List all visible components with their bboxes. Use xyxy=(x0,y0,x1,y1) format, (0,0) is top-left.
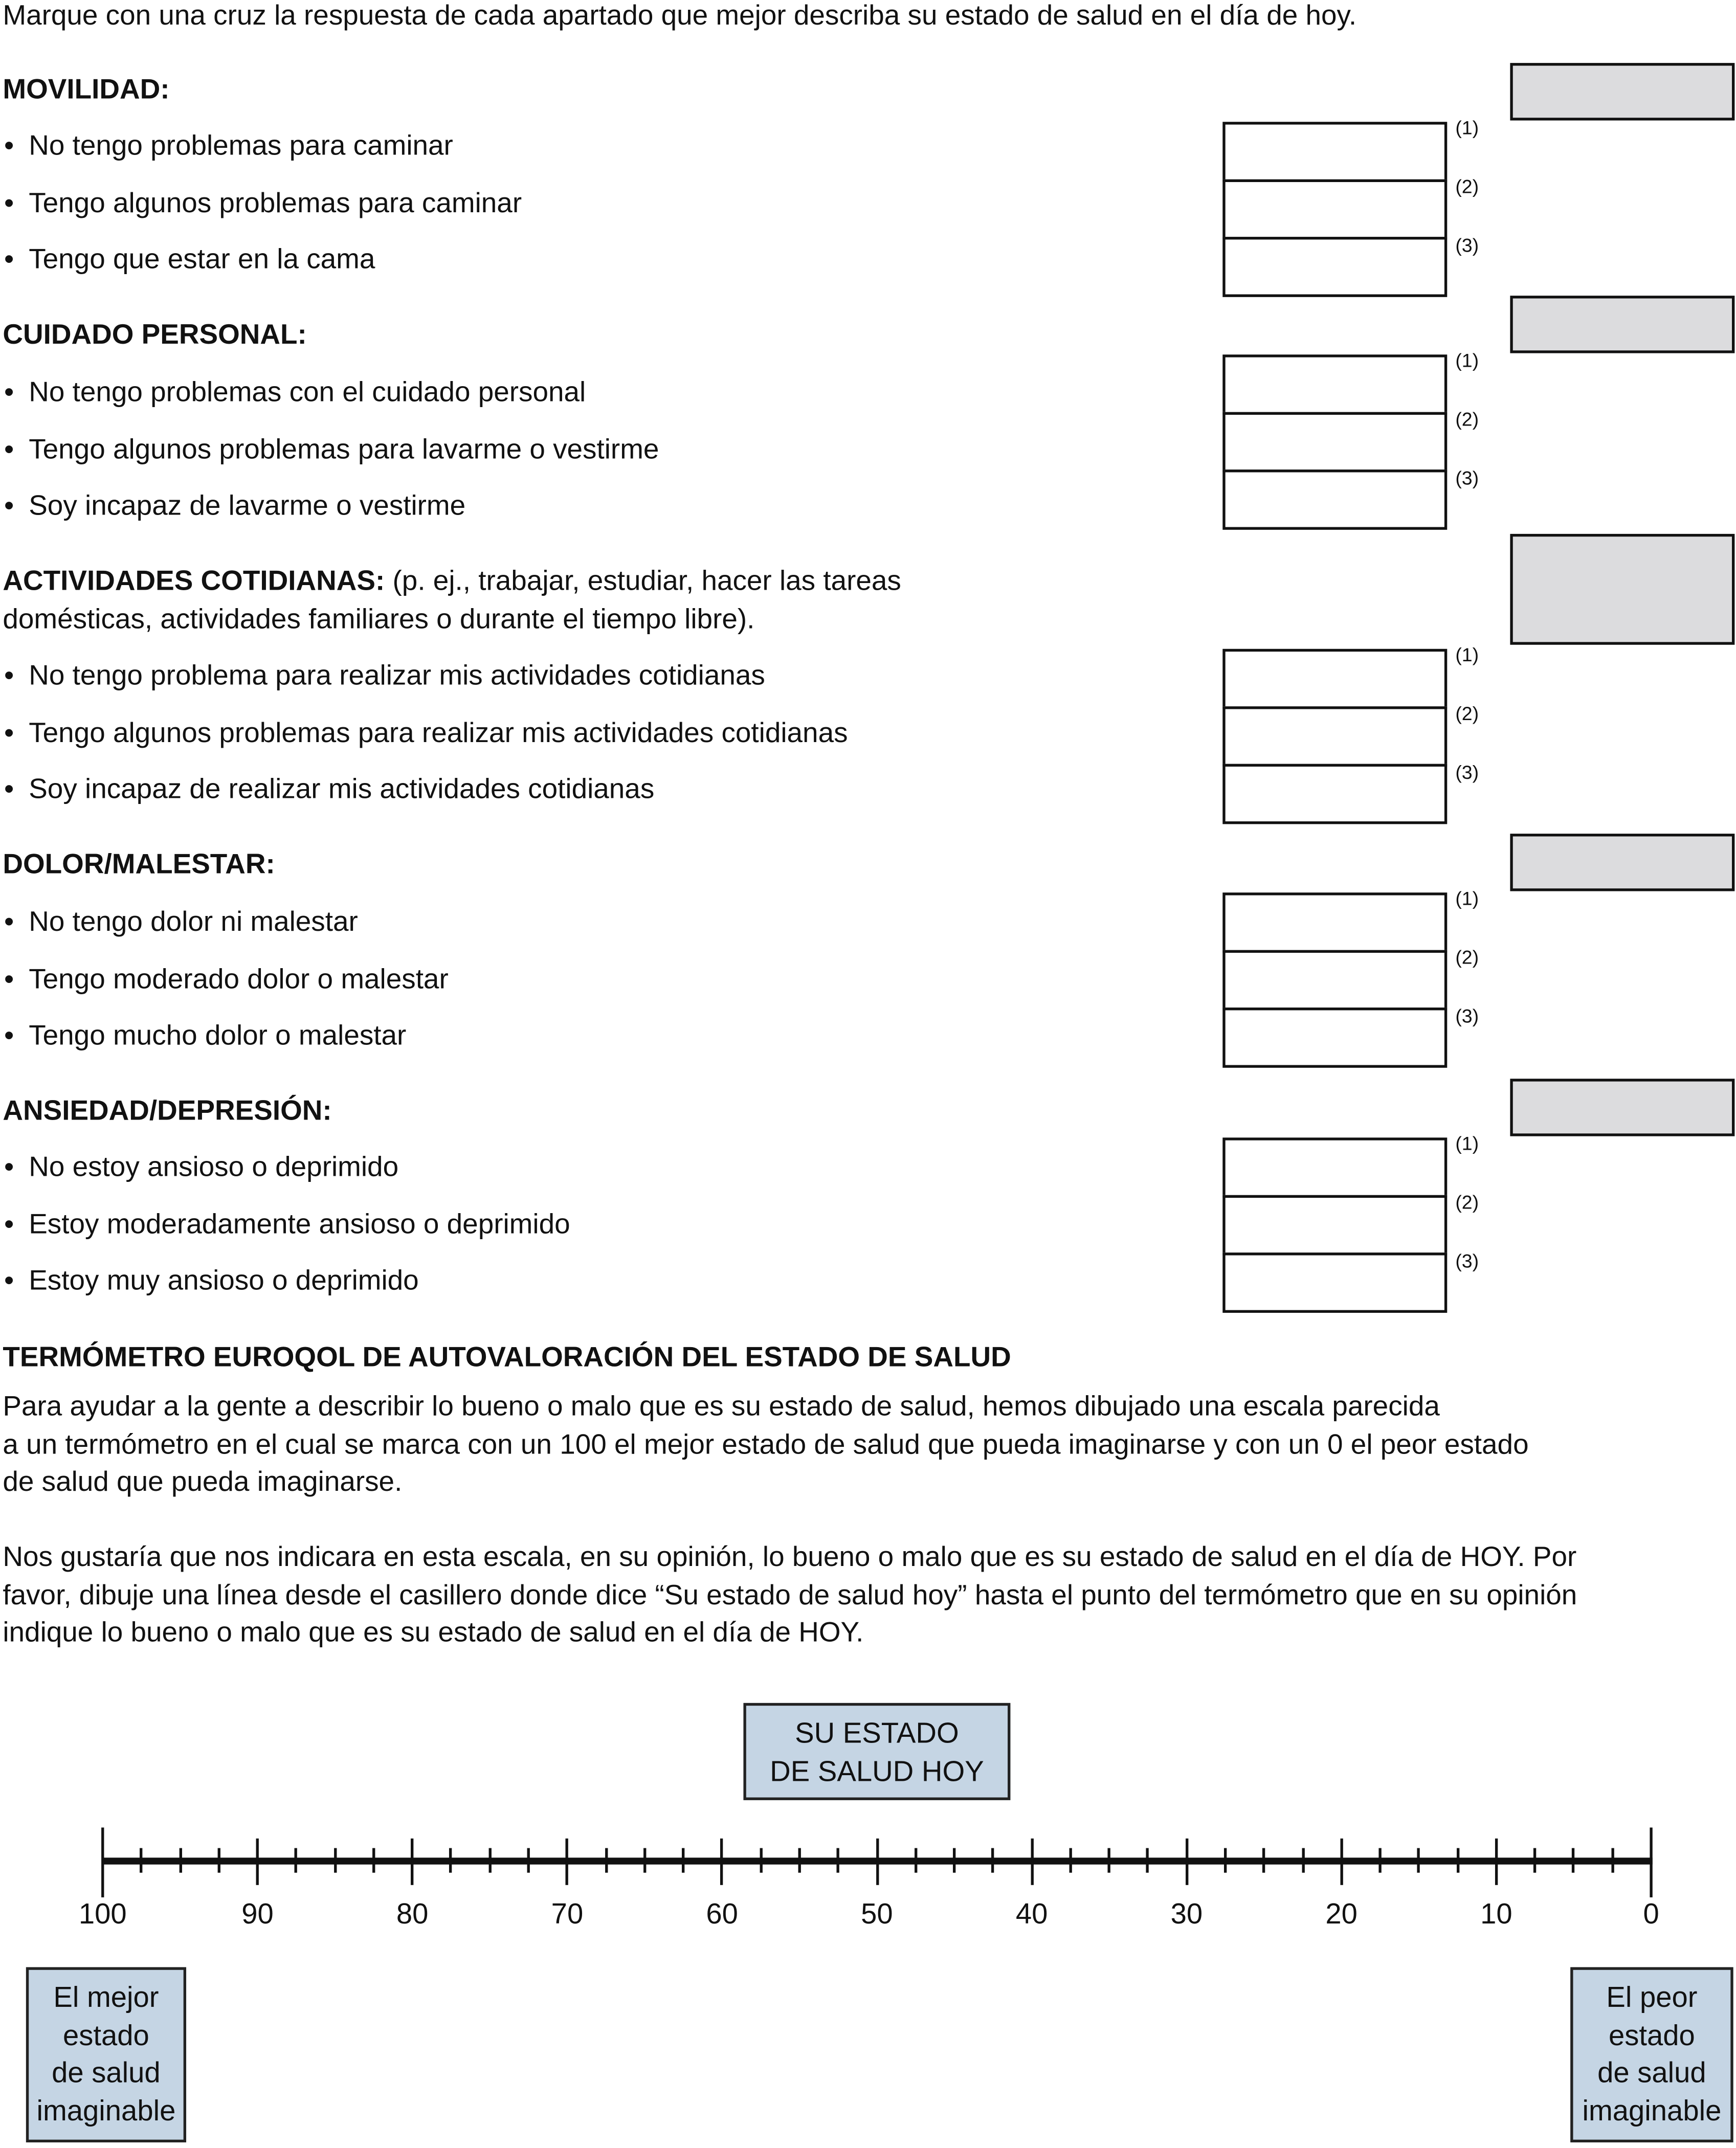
scale-minor-tick xyxy=(643,1848,646,1873)
bullet-icon: • xyxy=(4,376,14,408)
scale-minor-tick xyxy=(1108,1848,1110,1873)
scale-minor-tick xyxy=(140,1848,143,1873)
today-health-box[interactable] xyxy=(743,1703,1010,1800)
scale-major-tick xyxy=(411,1839,414,1885)
option-number: (1) xyxy=(1455,643,1479,665)
bullet-icon: • xyxy=(4,717,14,749)
option-checkbox[interactable] xyxy=(1222,237,1447,297)
bullet-icon: • xyxy=(4,1151,14,1183)
option-label: Soy incapaz de realizar mis actividades cotidianas xyxy=(29,773,655,805)
option-label: Tengo que estar en la cama xyxy=(29,243,375,276)
bullet-icon: • xyxy=(4,187,14,219)
option-number: (2) xyxy=(1455,175,1479,197)
scale-minor-tick xyxy=(450,1848,452,1873)
heading-label: ACTIVIDADES COTIDIANAS: xyxy=(3,565,385,597)
option-number: (2) xyxy=(1455,1191,1479,1213)
scale-minor-tick xyxy=(1301,1848,1304,1873)
heading-note: (p. ej., trabajar, estudiar, hacer las tareas xyxy=(385,565,901,597)
option-checkbox[interactable] xyxy=(1222,1008,1447,1068)
scale-minor-tick xyxy=(1069,1848,1072,1873)
option-item xyxy=(4,964,449,996)
bullet-icon: • xyxy=(4,1020,14,1051)
bullet-icon: • xyxy=(4,660,14,691)
option-number: (1) xyxy=(1455,887,1479,909)
box-line: estado xyxy=(1609,2020,1695,2052)
option-label: Tengo algunos problemas para caminar xyxy=(29,187,522,219)
option-checkbox[interactable] xyxy=(1222,706,1447,767)
scale-minor-tick xyxy=(682,1848,684,1873)
option-label: No estoy ansioso o deprimido xyxy=(29,1151,399,1183)
option-number: (1) xyxy=(1455,116,1479,139)
option-item xyxy=(4,718,848,750)
scale-minor-tick xyxy=(953,1848,955,1873)
score-box[interactable] xyxy=(1510,534,1734,645)
option-checkbox[interactable] xyxy=(1222,1252,1447,1313)
heading-label: ANSIEDAD/DEPRESIÓN: xyxy=(3,1095,332,1127)
option-label: Estoy moderadamente ansioso o deprimido xyxy=(29,1209,570,1241)
scale-tick-label: 20 xyxy=(1325,1898,1357,1931)
scale-minor-tick xyxy=(1147,1848,1149,1873)
paragraph-line: a un termómetro en el cual se marca con un 100 el mejor estado de salud que pueda imaginarse y con un 0 el peor estado xyxy=(3,1428,1529,1460)
scale-major-tick xyxy=(1185,1839,1188,1885)
option-item xyxy=(4,434,659,467)
option-checkbox[interactable] xyxy=(1222,180,1447,240)
option-item xyxy=(4,490,465,523)
bullet-icon: • xyxy=(4,773,14,805)
option-item xyxy=(4,1151,398,1184)
instructions: Marque con una cruz la respuesta de cada apartado que mejor describa su estado de salud en el día de hoy. xyxy=(3,0,1357,32)
scale-tick-label: 30 xyxy=(1170,1898,1203,1931)
scale-tick-label: 0 xyxy=(1643,1898,1659,1931)
scale-minor-tick xyxy=(1533,1848,1536,1873)
scale-minor-tick xyxy=(333,1848,336,1873)
scale-tick-label: 60 xyxy=(706,1898,738,1931)
option-item xyxy=(4,1265,419,1297)
score-box[interactable] xyxy=(1510,1079,1734,1136)
scale-tick-label: 100 xyxy=(78,1898,127,1931)
option-label: No tengo problema para realizar mis actividades cotidianas xyxy=(29,660,765,691)
box-line: SU ESTADO xyxy=(795,1718,959,1750)
option-checkbox[interactable] xyxy=(1222,1137,1447,1198)
scale-minor-tick xyxy=(1456,1848,1459,1873)
option-label: No tengo problemas para caminar xyxy=(29,130,453,162)
option-item xyxy=(4,376,586,409)
scale-minor-tick xyxy=(1379,1848,1382,1873)
scale-minor-tick xyxy=(295,1848,297,1873)
option-number: (3) xyxy=(1455,761,1479,784)
dimension-heading xyxy=(3,565,901,598)
dimension-heading xyxy=(3,319,306,352)
option-number: (3) xyxy=(1455,234,1479,256)
box-line: de salud xyxy=(52,2057,161,2089)
score-box[interactable] xyxy=(1510,834,1734,891)
scale-end-tick xyxy=(101,1827,104,1897)
option-checkbox[interactable] xyxy=(1222,1195,1447,1256)
option-checkbox[interactable] xyxy=(1222,469,1447,530)
option-item xyxy=(4,660,765,692)
scale-minor-tick xyxy=(217,1848,220,1873)
paragraph-line: Nos gustaría que nos indicara en esta escala, en su opinión, lo bueno o malo que es su estado de salud en el día de HOY. Por xyxy=(3,1541,1577,1573)
option-label: Tengo algunos problemas para lavarme o vestirme xyxy=(29,434,659,466)
score-box[interactable] xyxy=(1510,296,1734,353)
option-number: (2) xyxy=(1455,702,1479,724)
scale-minor-tick xyxy=(914,1848,917,1873)
scale-minor-tick xyxy=(1572,1848,1575,1873)
dimension-heading xyxy=(3,74,169,107)
paragraph-line: favor, dibuje una línea desde el casillero donde dice “Su estado de salud hoy” hasta el punto del termómetro que en su opinión xyxy=(3,1579,1577,1611)
scale-tick-label: 10 xyxy=(1480,1898,1512,1931)
option-item xyxy=(4,1020,406,1053)
bullet-icon: • xyxy=(4,1209,14,1241)
scale-major-tick xyxy=(566,1839,568,1885)
option-label: No tengo dolor ni malestar xyxy=(29,906,358,938)
option-number: (2) xyxy=(1455,408,1479,430)
option-label: Tengo moderado dolor o malestar xyxy=(29,964,449,995)
option-number: (1) xyxy=(1455,349,1479,371)
option-number: (2) xyxy=(1455,946,1479,968)
box-line: El mejor xyxy=(53,1982,159,2014)
box-line: imaginable xyxy=(1582,2095,1722,2127)
scale-minor-tick xyxy=(1417,1848,1420,1873)
dimension-heading xyxy=(3,1095,331,1128)
scale-major-tick xyxy=(1495,1839,1498,1885)
option-item xyxy=(4,188,522,220)
option-number: (3) xyxy=(1455,1249,1479,1272)
bullet-icon: • xyxy=(4,243,14,276)
thermometer-paragraph-2 xyxy=(3,1539,1577,1652)
option-label: Tengo algunos problemas para realizar mis actividades cotidianas xyxy=(29,717,848,749)
bullet-icon: • xyxy=(4,434,14,466)
scale-major-tick xyxy=(721,1839,723,1885)
scale-minor-tick xyxy=(1224,1848,1227,1873)
score-box[interactable] xyxy=(1510,63,1734,120)
scale-tick-label: 70 xyxy=(551,1898,584,1931)
option-checkbox[interactable] xyxy=(1222,122,1447,182)
option-label: Estoy muy ansioso o deprimido xyxy=(29,1265,419,1296)
scale-minor-tick xyxy=(1611,1848,1614,1873)
box-line: imaginable xyxy=(36,2095,176,2127)
scale-minor-tick xyxy=(992,1848,994,1873)
scale-major-tick xyxy=(256,1839,259,1885)
option-item xyxy=(4,130,453,163)
option-number: (3) xyxy=(1455,466,1479,489)
option-checkbox[interactable] xyxy=(1222,892,1447,953)
scale-major-tick xyxy=(1030,1839,1033,1885)
bullet-icon: • xyxy=(4,1265,14,1296)
option-checkbox[interactable] xyxy=(1222,950,1447,1011)
scale-major-tick xyxy=(876,1839,878,1885)
option-item xyxy=(4,243,375,276)
scale-minor-tick xyxy=(605,1848,607,1873)
option-number: (3) xyxy=(1455,1004,1479,1027)
scale-minor-tick xyxy=(488,1848,491,1873)
option-checkbox[interactable] xyxy=(1222,764,1447,824)
scale-minor-tick xyxy=(760,1848,762,1873)
scale-minor-tick xyxy=(372,1848,375,1873)
option-checkbox[interactable] xyxy=(1222,354,1447,415)
worst-health-box xyxy=(1570,1967,1733,2142)
option-label: Tengo mucho dolor o malestar xyxy=(29,1020,407,1051)
option-number: (1) xyxy=(1455,1132,1479,1154)
dimension-heading xyxy=(3,849,275,882)
paragraph-line: de salud que pueda imaginarse. xyxy=(3,1466,403,1498)
thermometer-paragraph-1 xyxy=(3,1388,1528,1502)
option-checkbox[interactable] xyxy=(1222,412,1447,473)
bullet-icon: • xyxy=(4,906,14,938)
option-label: No tengo problemas con el cuidado personal xyxy=(29,376,586,408)
box-line: El peor xyxy=(1606,1982,1698,2014)
heading-note-line2: domésticas, actividades familiares o durante el tiempo libre). xyxy=(3,603,755,635)
bullet-icon: • xyxy=(4,964,14,995)
scale-minor-tick xyxy=(837,1848,839,1873)
option-checkbox[interactable] xyxy=(1222,649,1447,709)
scale-minor-tick xyxy=(798,1848,800,1873)
scale-minor-tick xyxy=(1263,1848,1265,1873)
heading-label: MOVILIDAD: xyxy=(3,74,170,106)
scale-tick-label: 90 xyxy=(241,1898,274,1931)
paragraph-line: Para ayudar a la gente a describir lo bueno o malo que es su estado de salud, hemos dibujado una escala parecida xyxy=(3,1391,1440,1423)
option-item xyxy=(4,906,358,939)
option-item xyxy=(4,773,654,806)
scale-major-tick xyxy=(1340,1839,1343,1885)
heading-label: DOLOR/MALESTAR: xyxy=(3,848,275,881)
best-health-box xyxy=(26,1967,186,2142)
scale-minor-tick xyxy=(179,1848,181,1873)
option-label: Soy incapaz de lavarme o vestirme xyxy=(29,490,466,522)
box-line: de salud xyxy=(1597,2057,1706,2089)
scale-end-tick xyxy=(1650,1827,1652,1897)
scale-tick-label: 40 xyxy=(1015,1898,1048,1931)
thermometer-heading: TERMÓMETRO EUROQOL DE AUTOVALORACIÓN DEL ESTADO DE SALUD xyxy=(3,1341,1011,1373)
scale-minor-tick xyxy=(527,1848,530,1873)
heading-label: CUIDADO PERSONAL: xyxy=(3,319,307,351)
scale-tick-label: 80 xyxy=(396,1898,429,1931)
scale-tick-label: 50 xyxy=(861,1898,893,1931)
bullet-icon: • xyxy=(4,490,14,522)
paragraph-line: indique lo bueno o malo que es su estado de salud en el día de HOY. xyxy=(3,1617,864,1649)
box-line: estado xyxy=(63,2020,149,2052)
option-item xyxy=(4,1209,570,1242)
bullet-icon: • xyxy=(4,130,14,162)
box-line: DE SALUD HOY xyxy=(770,1755,984,1787)
